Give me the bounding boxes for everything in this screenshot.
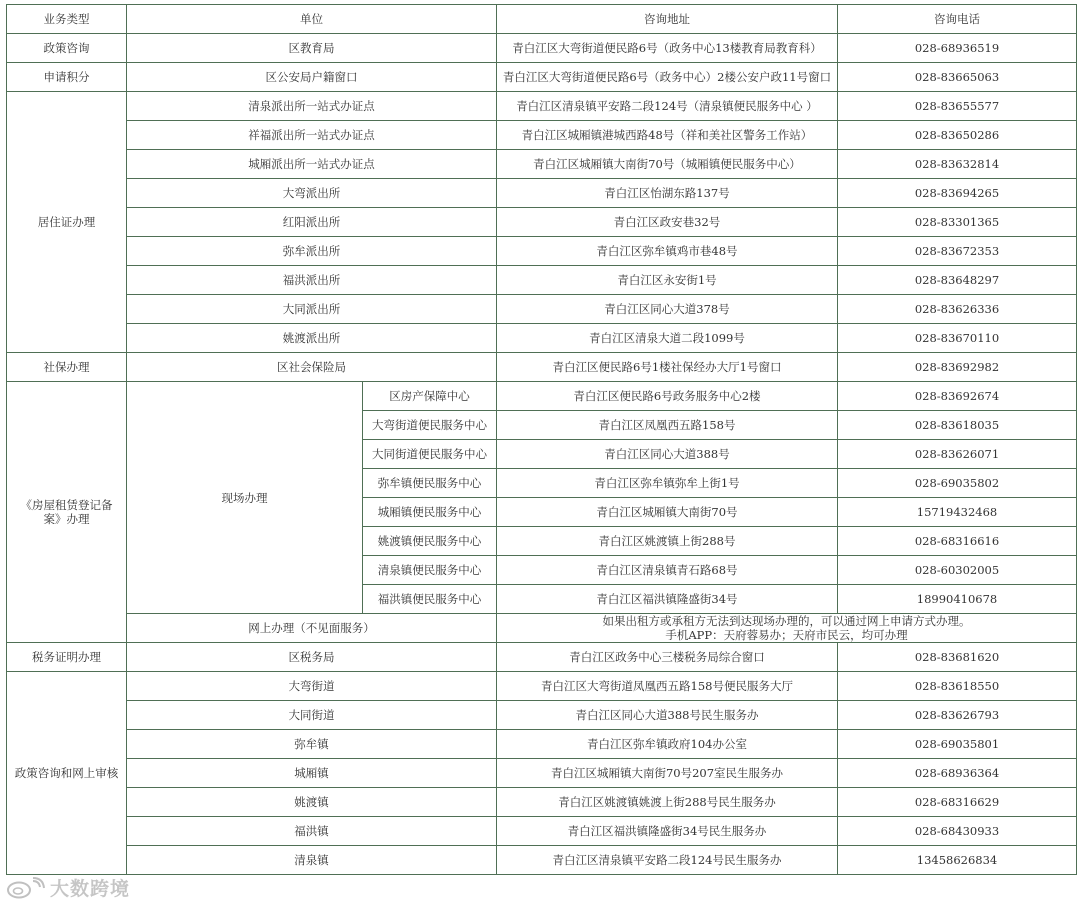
phone-cell: 028-83692674	[838, 382, 1077, 411]
type-cell: 社保办理	[7, 353, 127, 382]
table-row	[7, 817, 1077, 846]
phone-cell: 15719432468	[838, 498, 1077, 527]
phone-cell: 028-83626336	[838, 295, 1077, 324]
unit-cell: 弥牟镇便民服务中心	[363, 469, 497, 498]
phone-cell: 028-60302005	[838, 556, 1077, 585]
unit-cell: 大弯街道便民服务中心	[363, 411, 497, 440]
type-cell: 申请积分	[7, 63, 127, 92]
phone-cell: 028-68936519	[838, 34, 1077, 63]
unit-cell: 城厢镇便民服务中心	[363, 498, 497, 527]
address-cell: 青白江区便民路6号政务服务中心2楼	[497, 382, 838, 411]
address-cell: 青白江区城厢镇港城西路48号（祥和美社区警务工作站）	[497, 121, 838, 150]
type-cell: 税务证明办理	[7, 643, 127, 672]
unit-cell: 区社会保险局	[127, 353, 497, 382]
address-cell: 青白江区同心大道388号	[497, 440, 838, 469]
address-cell: 青白江区城厢镇大南街70号207室民生服务办	[497, 759, 838, 788]
phone-cell: 028-69035802	[838, 469, 1077, 498]
service-table-page	[6, 4, 1076, 875]
address-cell: 青白江区福洪镇隆盛街34号	[497, 585, 838, 614]
table-row	[7, 295, 1077, 324]
table-row	[7, 34, 1077, 63]
address-cell: 青白江区永安街1号	[497, 266, 838, 295]
unit-cell: 弥牟派出所	[127, 237, 497, 266]
unit-cell: 城厢镇	[127, 759, 497, 788]
phone-cell: 028-83632814	[838, 150, 1077, 179]
online-label-cell: 网上办理（不见面服务）	[127, 614, 497, 643]
unit-cell: 大同街道便民服务中心	[363, 440, 497, 469]
phone-cell: 028-83681620	[838, 643, 1077, 672]
unit-cell: 大弯派出所	[127, 179, 497, 208]
type-cell: 政策咨询和网上审核	[7, 672, 127, 875]
unit-cell: 姚渡派出所	[127, 324, 497, 353]
phone-cell: 028-68316616	[838, 527, 1077, 556]
table-row	[7, 237, 1077, 266]
unit-cell: 福洪镇便民服务中心	[363, 585, 497, 614]
onsite-label-cell: 现场办理	[127, 382, 363, 614]
phone-cell: 028-83618550	[838, 672, 1077, 701]
address-cell: 青白江区清泉镇平安路二段124号民生服务办	[497, 846, 838, 875]
phone-cell: 028-83692982	[838, 353, 1077, 382]
table-row	[7, 324, 1077, 353]
watermark-text: 大数跨境	[50, 878, 131, 900]
phone-cell: 028-68316629	[838, 788, 1077, 817]
phone-cell: 028-83672353	[838, 237, 1077, 266]
unit-cell: 大同街道	[127, 701, 497, 730]
address-cell: 青白江区城厢镇大南街70号（城厢镇便民服务中心）	[497, 150, 838, 179]
phone-cell: 13458626834	[838, 846, 1077, 875]
type-cell: 《房屋租赁登记备案》办理	[7, 382, 127, 643]
table-row	[7, 643, 1077, 672]
address-cell: 青白江区姚渡镇上街288号	[497, 527, 838, 556]
phone-cell: 028-83626071	[838, 440, 1077, 469]
phone-cell: 028-69035801	[838, 730, 1077, 759]
phone-cell: 028-68936364	[838, 759, 1077, 788]
unit-cell: 清泉镇便民服务中心	[363, 556, 497, 585]
address-cell: 青白江区大弯街道便民路6号（政务中心）2楼公安户政11号窗口	[497, 63, 838, 92]
phone-cell: 028-83694265	[838, 179, 1077, 208]
unit-cell: 红阳派出所	[127, 208, 497, 237]
phone-cell: 028-68430933	[838, 817, 1077, 846]
address-cell: 青白江区同心大道378号	[497, 295, 838, 324]
table-row	[7, 382, 1077, 411]
table-row	[7, 672, 1077, 701]
unit-cell: 姚渡镇	[127, 788, 497, 817]
unit-cell: 区税务局	[127, 643, 497, 672]
address-cell: 青白江区政务中心三楼税务局综合窗口	[497, 643, 838, 672]
type-cell: 政策咨询	[7, 34, 127, 63]
unit-cell: 清泉镇	[127, 846, 497, 875]
table-row	[7, 701, 1077, 730]
phone-cell: 028-83648297	[838, 266, 1077, 295]
phone-cell: 028-83618035	[838, 411, 1077, 440]
unit-cell: 大弯街道	[127, 672, 497, 701]
address-cell: 青白江区便民路6号1楼社保经办大厅1号窗口	[497, 353, 838, 382]
table-row	[7, 63, 1077, 92]
weibo-logo-icon	[6, 877, 46, 899]
watermark	[6, 874, 130, 901]
phone-cell: 028-83670110	[838, 324, 1077, 353]
table-row	[7, 266, 1077, 295]
online-note-cell	[497, 614, 1077, 643]
address-cell: 青白江区凤凰西五路158号	[497, 411, 838, 440]
phone-cell: 18990410678	[838, 585, 1077, 614]
type-cell: 居住证办理	[7, 92, 127, 353]
header-phone: 咨询电话	[838, 5, 1077, 34]
table-row	[7, 759, 1077, 788]
address-cell: 青白江区清泉大道二段1099号	[497, 324, 838, 353]
unit-cell: 区房产保障中心	[363, 382, 497, 411]
address-cell: 青白江区城厢镇大南街70号	[497, 498, 838, 527]
address-cell: 青白江区弥牟镇政府104办公室	[497, 730, 838, 759]
unit-cell: 清泉派出所一站式办证点	[127, 92, 497, 121]
header-type: 业务类型	[7, 5, 127, 34]
header-address: 咨询地址	[497, 5, 838, 34]
address-cell: 青白江区清泉镇青石路68号	[497, 556, 838, 585]
unit-cell: 福洪派出所	[127, 266, 497, 295]
unit-cell: 弥牟镇	[127, 730, 497, 759]
unit-cell: 大同派出所	[127, 295, 497, 324]
address-cell: 青白江区怡湖东路137号	[497, 179, 838, 208]
table-row	[7, 846, 1077, 875]
unit-cell: 区教育局	[127, 34, 497, 63]
address-cell: 青白江区姚渡镇姚渡上街288号民生服务办	[497, 788, 838, 817]
table-row	[7, 208, 1077, 237]
phone-cell: 028-83650286	[838, 121, 1077, 150]
table-row	[7, 92, 1077, 121]
header-row	[7, 5, 1077, 34]
phone-cell: 028-83655577	[838, 92, 1077, 121]
table-row	[7, 614, 1077, 643]
unit-cell: 城厢派出所一站式办证点	[127, 150, 497, 179]
address-cell: 青白江区同心大道388号民生服务办	[497, 701, 838, 730]
table-row	[7, 150, 1077, 179]
phone-cell: 028-83301365	[838, 208, 1077, 237]
address-cell: 青白江区大弯街道凤凰西五路158号便民服务大厅	[497, 672, 838, 701]
phone-cell: 028-83665063	[838, 63, 1077, 92]
online-note-line-2: 手机APP：天府蓉易办；天府市民云，均可办理	[665, 628, 908, 642]
address-cell: 青白江区大弯街道便民路6号（政务中心13楼教育局教育科）	[497, 34, 838, 63]
address-cell: 青白江区弥牟镇鸡市巷48号	[497, 237, 838, 266]
unit-cell: 福洪镇	[127, 817, 497, 846]
table-row	[7, 730, 1077, 759]
table-row	[7, 353, 1077, 382]
address-cell: 青白江区弥牟镇弥牟上街1号	[497, 469, 838, 498]
unit-cell: 区公安局户籍窗口	[127, 63, 497, 92]
table-row	[7, 179, 1077, 208]
address-cell: 青白江区福洪镇隆盛街34号民生服务办	[497, 817, 838, 846]
unit-cell: 祥福派出所一站式办证点	[127, 121, 497, 150]
address-cell: 青白江区清泉镇平安路二段124号（清泉镇便民服务中心 ）	[497, 92, 838, 121]
service-contact-table	[6, 4, 1077, 875]
table-row	[7, 121, 1077, 150]
phone-cell: 028-83626793	[838, 701, 1077, 730]
header-unit: 单位	[127, 5, 497, 34]
online-note-line-1: 如果出租方或承租方无法到达现场办理的，可以通过网上申请方式办理。	[602, 614, 971, 628]
table-row	[7, 788, 1077, 817]
address-cell: 青白江区政安巷32号	[497, 208, 838, 237]
unit-cell: 姚渡镇便民服务中心	[363, 527, 497, 556]
